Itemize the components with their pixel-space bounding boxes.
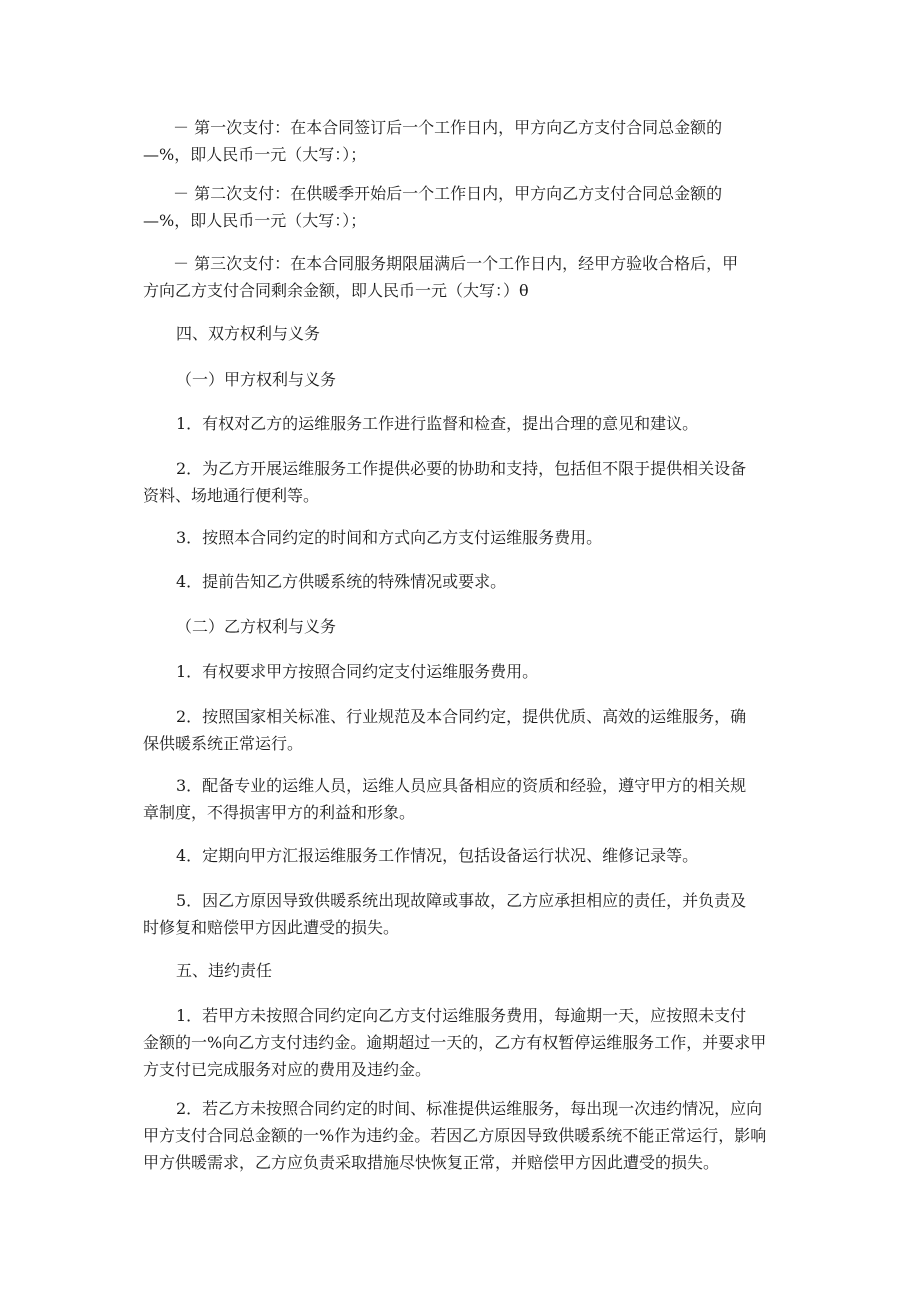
paragraph-line: 2．按照国家相关标准、行业规范及本合同约定，提供优质、高效的运维服务，确	[176, 707, 747, 726]
clause-a-4	[143, 568, 793, 595]
clause-b-1	[143, 658, 793, 685]
paragraph-line: 章制度，不得损害甲方的利益和形象。	[143, 803, 416, 822]
paragraph-line: 保供暖系统正常运行。	[143, 734, 304, 753]
paragraph-line: 2．若乙方未按照合同约定的时间、标准提供运维服务，每出现一次违约情况，应向	[176, 1099, 763, 1118]
paragraph-line: —%，即人民币一元（大写：）；	[143, 211, 367, 230]
paragraph-line: 时修复和赔偿甲方因此遭受的损失。	[143, 918, 400, 937]
payment-item-3	[143, 250, 793, 304]
paragraph-line: 甲方支付合同总金额的一%作为违约金。若因乙方原因导致供暖系统不能正常运行，影响	[143, 1126, 767, 1145]
liability-clause-2	[143, 1095, 793, 1176]
liability-clause-1	[143, 1002, 793, 1083]
subsection-heading-party-a	[143, 366, 793, 393]
paragraph-line: 5．因乙方原因导致供暖系统出现故障或事故，乙方应承担相应的责任，并负责及	[176, 891, 747, 910]
heading-text: 五、违约责任	[176, 961, 273, 980]
subsection-heading-party-b	[143, 613, 793, 640]
paragraph-line: 3．配备专业的运维人员，运维人员应具备相应的资质和经验，遵守甲方的相关规	[176, 776, 747, 795]
paragraph-line: － 第一次支付：在本合同签订后一个工作日内，甲方向乙方支付合同总金额的	[173, 118, 723, 137]
paragraph-line: 4．定期向甲方汇报运维服务工作情况，包括设备运行状况、维修记录等。	[176, 846, 699, 865]
paragraph-line: 2．为乙方开展运维服务工作提供必要的协助和支持，包括但不限于提供相关设备	[176, 459, 747, 478]
paragraph-line: 4．提前告知乙方供暖系统的特殊情况或要求。	[176, 572, 507, 591]
paragraph-line: 金额的一%向乙方支付违约金。逾期超过一天的，乙方有权暂停运维服务工作，并要求甲	[143, 1033, 767, 1052]
clause-a-1	[143, 410, 793, 437]
clause-b-3	[143, 772, 793, 826]
paragraph-line: 1．有权对乙方的运维服务工作进行监督和检查，提出合理的意见和建议。	[176, 414, 699, 433]
clause-a-2	[143, 455, 793, 509]
section-heading-5	[143, 957, 793, 984]
heading-text: 四、双方权利与义务	[176, 324, 321, 343]
paragraph-line: 资料、场地通行便利等。	[143, 486, 320, 505]
clause-b-4	[143, 842, 793, 869]
paragraph-line: —%，即人民币一元（大写：）；	[143, 145, 367, 164]
heading-text: （二）乙方权利与义务	[176, 617, 337, 636]
paragraph-line: － 第三次支付：在本合同服务期限届满后一个工作日内，经甲方验收合格后，甲	[173, 254, 739, 273]
paragraph-line: － 第二次支付：在供暖季开始后一个工作日内，甲方向乙方支付合同总金额的	[173, 184, 723, 203]
clause-a-3	[143, 524, 793, 551]
clause-b-2	[143, 703, 793, 757]
paragraph-line: 3．按照本合同约定的时间和方式向乙方支付运维服务费用。	[176, 528, 603, 547]
paragraph-line: 甲方供暖需求，乙方应负责采取措施尽快恢复正常，并赔偿甲方因此遭受的损失。	[143, 1153, 720, 1172]
paragraph-line: 方向乙方支付合同剩余金额，即人民币一元（大写：）θ	[143, 281, 529, 300]
payment-item-1	[143, 114, 793, 168]
payment-item-2	[143, 180, 793, 234]
clause-b-5	[143, 887, 793, 941]
paragraph-line: 1．若甲方未按照合同约定向乙方支付运维服务费用，每逾期一天，应按照未支付	[176, 1006, 747, 1025]
heading-text: （一）甲方权利与义务	[176, 370, 337, 389]
paragraph-line: 1．有权要求甲方按照合同约定支付运维服务费用。	[176, 662, 539, 681]
paragraph-line: 方支付已完成服务对应的费用及违约金。	[143, 1060, 432, 1079]
section-heading-4	[143, 320, 793, 347]
